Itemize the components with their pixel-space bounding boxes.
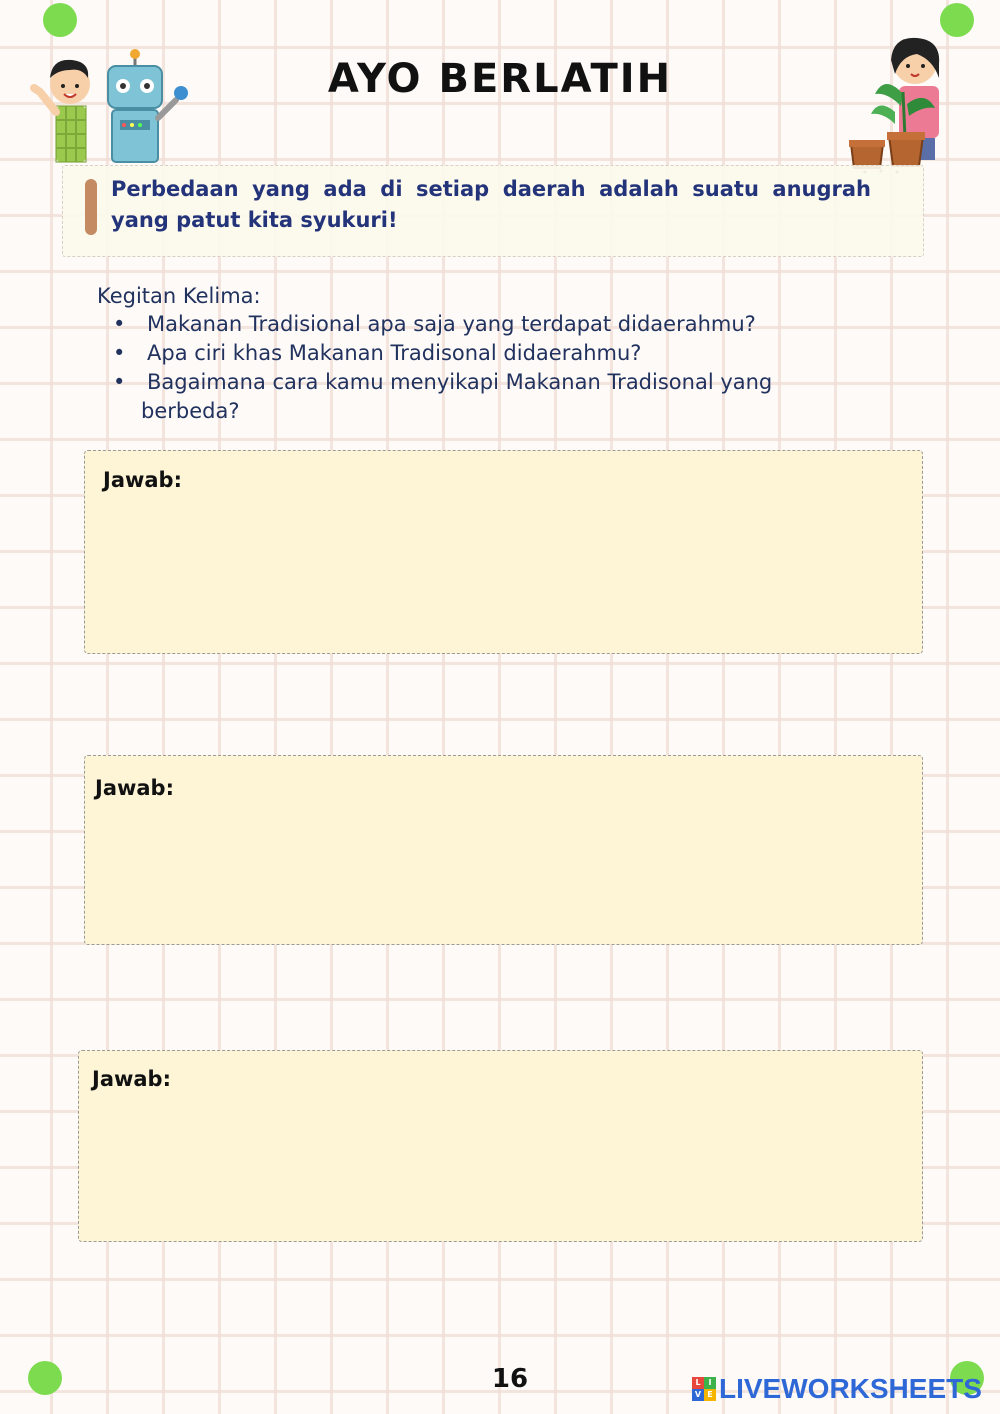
question-text: Makanan Tradisional apa saja yang terdapat didaerahmu? — [147, 312, 756, 336]
answer-box-1[interactable] — [84, 450, 923, 654]
activity-heading: Kegitan Kelima: — [97, 284, 261, 308]
callout-text: Perbedaan yang ada di setiap daerah adalah suatu anugrah yang patut kita syukuri! — [111, 177, 871, 232]
answer-box-3[interactable] — [78, 1050, 923, 1242]
question-text: Bagaimana cara kamu menyikapi Makanan Tradisonal yang berbeda? — [141, 370, 773, 423]
corner-dot-top-left — [43, 3, 77, 37]
answer-label: Jawab: — [92, 1067, 171, 1091]
question-item — [97, 339, 877, 368]
bullet-icon: • — [113, 312, 126, 336]
answer-label: Jawab: — [95, 776, 174, 800]
question-item — [97, 368, 877, 426]
girl-plant-illustration — [845, 34, 955, 174]
bullet-icon: • — [113, 341, 126, 365]
question-text: Apa ciri khas Makanan Tradisonal didaerahmu? — [147, 341, 642, 365]
liveworksheets-brand[interactable] — [692, 1372, 982, 1406]
page-title: AYO BERLATIH — [327, 56, 673, 102]
page-number: 16 — [491, 1364, 529, 1394]
answer-label: Jawab: — [103, 468, 182, 492]
callout-accent-bar — [85, 179, 97, 235]
callout-box — [62, 165, 924, 257]
bullet-icon: • — [113, 370, 126, 394]
corner-dot-top-right — [940, 3, 974, 37]
answer-box-2[interactable] — [84, 755, 923, 945]
liveworksheets-logo-icon: L I V E — [692, 1377, 716, 1401]
question-item — [97, 310, 877, 339]
activity-section — [97, 282, 877, 426]
brand-name: LIVEWORKSHEETS — [719, 1373, 982, 1404]
question-list — [97, 310, 877, 426]
